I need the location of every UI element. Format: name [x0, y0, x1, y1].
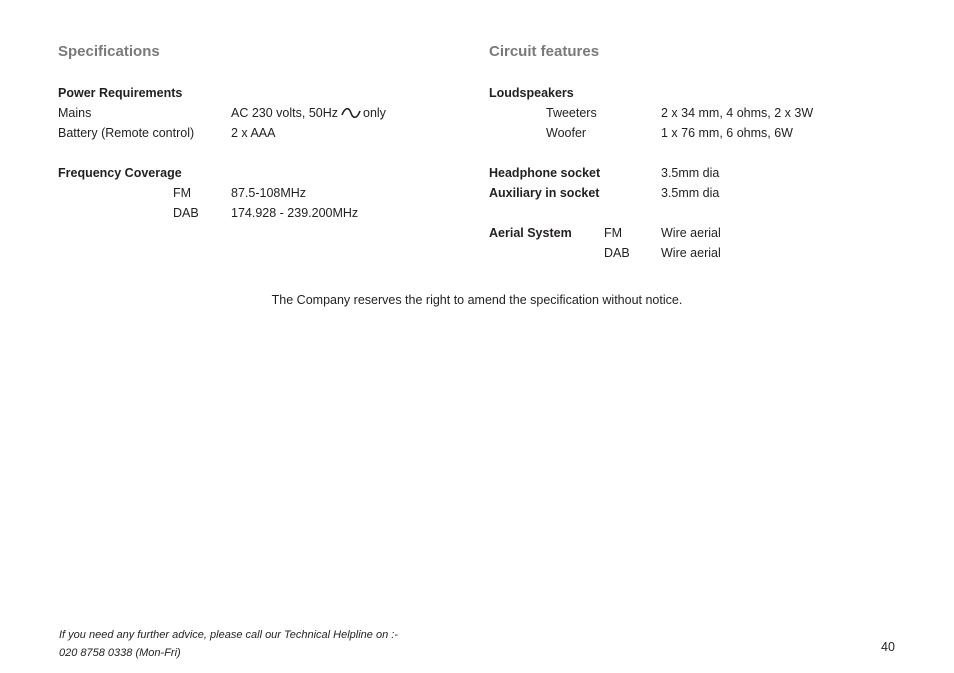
mains-label: Mains: [58, 106, 92, 120]
fm-value: 87.5-108MHz: [231, 186, 307, 200]
specifications-title: Specifications: [58, 43, 160, 60]
frequency-coverage-heading: Frequency Coverage: [58, 166, 182, 180]
page-number: 40: [881, 640, 895, 654]
sine-wave-icon: [341, 106, 361, 120]
headphone-socket-label: Headphone socket: [489, 166, 601, 180]
mains-value-suffix: only: [363, 106, 386, 120]
tweeters-label: Tweeters: [546, 106, 597, 120]
aerial-fm-label: FM: [604, 226, 623, 240]
woofer-value: 1 x 76 mm, 6 ohms, 6W: [661, 126, 793, 140]
dab-label: DAB: [173, 206, 199, 220]
power-requirements-heading: Power Requirements: [58, 86, 183, 100]
battery-label: Battery (Remote control): [58, 126, 195, 140]
battery-value: 2 x AAA: [231, 126, 276, 140]
auxiliary-socket-value: 3.5mm dia: [661, 186, 720, 200]
aerial-dab-value: Wire aerial: [661, 246, 721, 260]
specification-notice: The Company reserves the right to amend the specification without notice.: [271, 293, 683, 307]
aerial-dab-label: DAB: [604, 246, 630, 260]
mains-value: [231, 106, 386, 121]
tweeters-value: 2 x 34 mm, 4 ohms, 2 x 3W: [661, 106, 814, 120]
loudspeakers-heading: Loudspeakers: [489, 86, 574, 100]
helpline-text: If you need any further advice, please call our Technical Helpline on :-: [59, 629, 398, 641]
helpline-number: 020 8758 0338 (Mon-Fri): [59, 647, 181, 659]
auxiliary-socket-label: Auxiliary in socket: [489, 186, 600, 200]
aerial-fm-value: Wire aerial: [661, 226, 721, 240]
circuit-features-title: Circuit features: [489, 43, 600, 60]
aerial-system-label: Aerial System: [489, 226, 572, 240]
fm-label: FM: [173, 186, 192, 200]
dab-value: 174.928 - 239.200MHz: [231, 206, 359, 220]
headphone-socket-value: 3.5mm dia: [661, 166, 720, 180]
mains-value-prefix: AC 230 volts, 50Hz: [231, 106, 338, 120]
woofer-label: Woofer: [546, 126, 587, 140]
